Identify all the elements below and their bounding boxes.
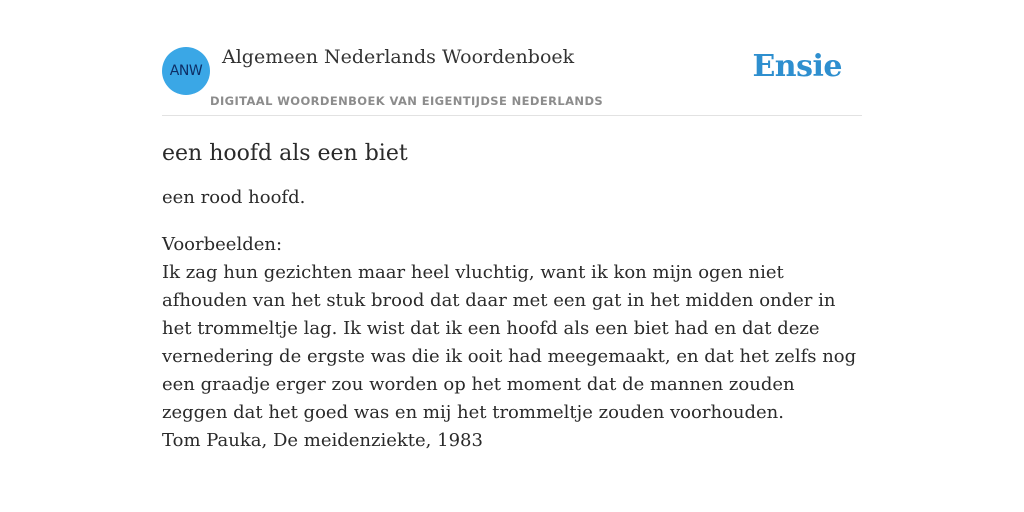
examples-block	[162, 231, 862, 455]
header	[162, 40, 862, 116]
examples-label: Voorbeelden:	[162, 234, 283, 255]
entry-term: een hoofd als een biet	[162, 141, 408, 166]
anw-logo[interactable]: ANW	[162, 47, 210, 95]
site-subtitle: DIGITAAL WOORDENBOEK VAN EIGENTIJDSE NEDERLANDS	[210, 94, 604, 108]
example-text: Ik zag hun gezichten maar heel vluchtig, want ik kon mijn ogen niet afhouden van het stuk brood dat daar met een gat in het midden onder in het trommeltje lag. Ik wist dat ik een hoofd als een biet had en dat deze vernedering de ergste was die ik ooit had meegemaakt, en dat het zelfs nog een graadje erger zou worden op het moment dat de mannen zouden zeggen dat het goed was en mij het trommeltje zouden voorhouden.	[162, 262, 857, 423]
site-title[interactable]: Algemeen Nederlands Woordenboek	[222, 46, 575, 68]
ensie-logo[interactable]: Ensie	[752, 49, 842, 84]
entry-content	[162, 138, 862, 455]
entry-definition: een rood hoofd.	[162, 187, 306, 208]
example-source: Tom Pauka, De meidenziekte, 1983	[162, 430, 483, 451]
